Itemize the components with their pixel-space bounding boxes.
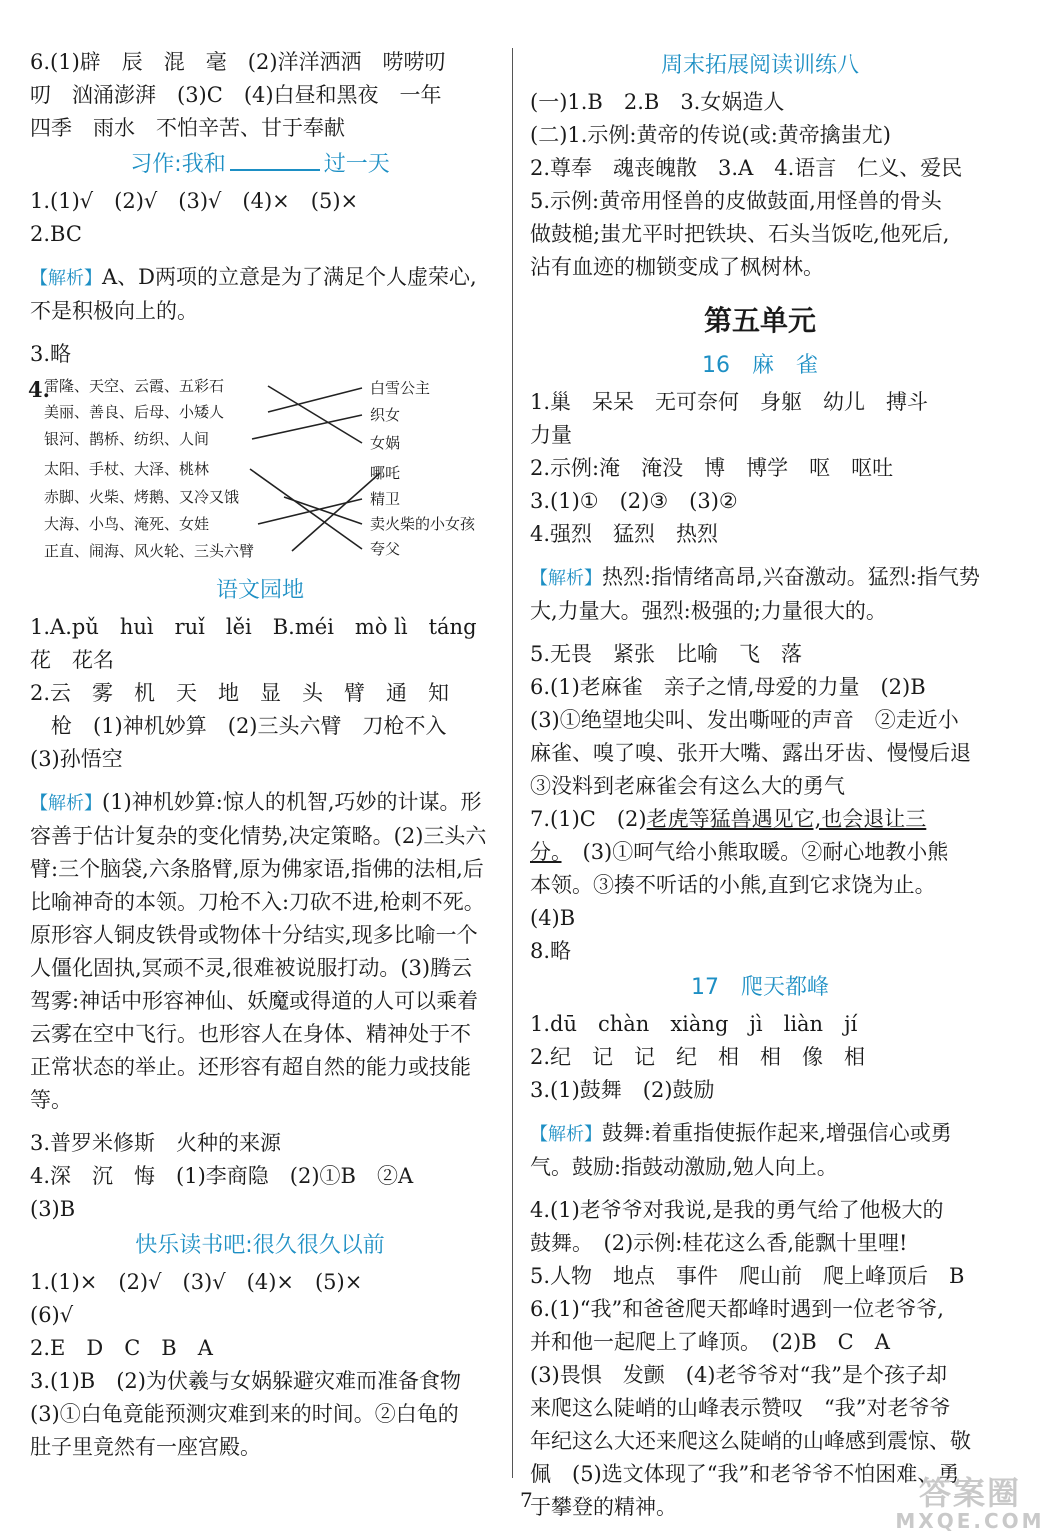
unit-title: 第五单元 [703,304,816,337]
question-number: 4. [28,377,50,402]
analysis-tag: 【解析】 [530,568,602,589]
text-line: (3)①白龟竟能预测灾难到来的时间。②白龟的 [30,1402,459,1426]
match-left-item: 银河、鹊桥、纺织、人间 [44,430,210,448]
section-title-weekend-reading: 周末拓展阅读训练八 [660,53,859,78]
text-line: 并和他一起爬上了峰顶。 (2)B C A [530,1330,890,1354]
match-left-item: 太阳、手杖、大泽、桃林 [44,460,210,478]
section-title-chinese-garden: 语文园地 [215,578,304,603]
match-left-item: 大海、小鸟、淹死、女娃 [44,515,210,533]
lesson-title-17: 17 爬天都峰 [691,975,829,1000]
match-left-item: 赤脚、火柴、烤鹅、又冷又饿 [44,488,240,506]
text-line: 4.(1)老爷爷对我说,是我的勇气给了他极大的 [530,1198,944,1222]
text-line: (3)孙悟空 [30,747,123,771]
text-line: (4)B [530,906,576,930]
text-line: 3.(1)B (2)为伏羲与女娲躲避灾难而准备食物 [30,1369,461,1393]
text-line: 3.略 [30,342,72,366]
text-line: 1.A.pǔ huì ruǐ lěi B.méi mò lì táng [30,615,477,639]
watermark-url: MXQE.COM [895,1509,1045,1533]
match-right-item: 卖火柴的小女孩 [370,515,476,533]
match-right-item: 织女 [370,406,401,424]
analysis-block: 【解析】A、D两项的立意是为了满足个人虚荣心,不是积极向上的。 [30,265,477,323]
text-line: 本领。③揍不听话的小熊,直到它求饶为止。 [530,873,936,897]
match-right-item: 哪吒 [370,464,401,482]
text-line: 3.(1)① (2)③ (3)② [530,489,738,513]
text-line: 3.普罗米修斯 火种的来源 [30,1131,282,1155]
analysis-tag: 【解析】 [30,268,102,289]
text-line: 6.(1)老麻雀 亲子之情,母爱的力量 (2)B [530,675,926,699]
right-column [530,46,990,1524]
text-line: 1.(1)√ (2)√ (3)√ (4)× (5)× [30,189,359,213]
analysis-tag: 【解析】 [30,793,102,814]
underlined-answer: 老虎等猛兽遇见它,也会退让三 [646,807,927,831]
text-line: 鼓舞。 (2)示例:桂花这么香,能飘十里哩! [530,1231,908,1255]
match-right-item: 夸父 [370,540,401,558]
text-line: 6.(1)辟 辰 混 毫 (2)洋洋洒洒 唠唠叨 [30,50,446,74]
text-line: 枪 (1)神机妙算 (2)三头六臂 刀枪不入 [30,714,447,738]
analysis-block: 【解析】鼓舞:着重指使振作起来,增强信心或勇气。鼓励:指鼓动激励,勉人向上。 [530,1121,952,1179]
text-line: 4.深 沉 悔 (1)李商隐 (2)①B ②A [30,1164,414,1188]
text-line: 力量 [530,423,572,447]
text-line: 四季 雨水 不怕辛苦、甘于奉献 [30,116,345,140]
text-line: 佩 (5)选文体现了“我”和老爷爷不怕困难、勇 [530,1462,960,1486]
text-line: 1.巢 呆呆 无可奈何 身躯 幼儿 搏斗 [530,390,929,414]
matching-exercise [30,375,490,571]
match-left-item: 美丽、善良、后母、小矮人 [44,403,225,421]
text-line: 4.强烈 猛烈 热烈 [530,522,719,546]
text-line: 7.(1)C (2)老虎等猛兽遇见它,也会退让三 [530,807,927,831]
text-line: (二)1.示例:黄帝的传说(或:黄帝擒蚩尤) [530,123,891,147]
page-number: 7 [520,1488,533,1512]
text-line: 5.无畏 紧张 比喻 飞 落 [530,642,803,666]
text-line: 花 花名 [30,648,114,672]
analysis-block: 【解析】(1)神机妙算:惊人的机智,巧妙的计谋。形容善于估计复杂的变化情势,决定策略。(2)三头六臂:三个脑袋,六条胳臂,原为佛家语,指佛的法相,后比喻神奇的本领。刀枪不入:刀砍不进,枪刺不死。原形容人铜皮铁骨或物体十分结实,现多比喻一个人僵化固执,冥顽不灵,很难被说服打动。(3)腾云驾雾:神话中形容神仙、妖魔或得道的人可以乘着云雾在空中飞行。也形容人在身体、精神处于不正常状态的举止。还形容有超自然的能力或技能等。 [30,790,487,1112]
text-line: 做鼓槌;蚩尤平时把铁块、石头当饭吃,他死后, [530,222,950,246]
text-line: 1.(1)× (2)√ (3)√ (4)× (5)× [30,1270,363,1294]
text-line: 5.人物 地点 事件 爬山前 爬上峰顶后 B [530,1264,965,1288]
text-line: 6.(1)“我”和爸爸爬天都峰时遇到一位老爷爷, [530,1297,944,1321]
text-line: 于攀登的精神。 [530,1495,677,1519]
fill-blank [230,151,320,171]
text-line: 1.dū chàn xiàng jì liàn jí [530,1012,858,1036]
text-line: ③没料到老麻雀会有这么大的勇气 [530,774,845,798]
text-line: (一)1.B 2.B 3.女娲造人 [530,90,785,114]
match-left-item: 正直、闹海、风火轮、三头六臂 [44,542,255,560]
underlined-answer: 分。 [530,840,562,864]
text-line: 分。 (3)①呵气给小熊取暖。②耐心地教小熊 [530,840,949,864]
watermark-text: 答案圈 [918,1474,1021,1512]
text-line: 3.(1)鼓舞 (2)鼓励 [530,1078,715,1102]
match-right-item: 精卫 [370,490,401,508]
text-line: 2.E D C B A [30,1336,213,1360]
text-line: 2.BC [30,222,82,246]
section-title-reading: 快乐读书吧:很久很久以前 [135,1233,385,1258]
column-divider [512,48,513,1478]
match-right-item: 女娲 [370,434,401,452]
section-title-composition: 习作:我和 过一天 [130,152,390,177]
text-line: 沾有血迹的枷锁变成了枫树林。 [530,255,824,279]
text-line: 5.示例:黄帝用怪兽的皮做鼓面,用怪兽的骨头 [530,189,942,213]
text-line: (3)畏惧 发颤 (4)老爷爷对“我”是个孩子却 [530,1363,947,1387]
match-left-item: 雷隆、天空、云霞、五彩石 [44,377,225,395]
text-line: (3)①绝望地尖叫、发出嘶哑的声音 ②走近小 [530,708,959,732]
text-line: 2.纪 记 记 纪 相 相 像 相 [530,1045,866,1069]
analysis-block: 【解析】热烈:指情绪高昂,兴奋激动。猛烈:指气势大,力量大。强烈:极强的;力量很大的。 [530,565,980,623]
text-line: 叨 汹涌澎湃 (3)C (4)白昼和黑夜 一年 [30,83,442,107]
match-right-item: 白雪公主 [370,379,431,397]
text-line: (3)B [30,1197,76,1221]
lesson-title-16: 16 麻 雀 [702,353,818,378]
text-line: 2.云 雾 机 天 地 显 头 臂 通 知 [30,681,450,705]
text-line: 2.尊奉 魂丧魄散 3.A 4.语言 仁义、爱民 [530,156,963,180]
text-line: 8.略 [530,939,572,963]
analysis-tag: 【解析】 [530,1124,602,1145]
watermark-logo [885,1476,1055,1536]
text-line: 来爬这么陡峭的山峰表示赞叹 “我”对老爷爷 [530,1396,951,1420]
text-line: 肚子里竟然有一座宫殿。 [30,1435,261,1459]
text-line: 年纪这么大还来爬这么陡峭的山峰感到震惊、敬 [530,1429,971,1453]
text-line: 麻雀、嗅了嗅、张开大嘴、露出牙齿、慢慢后退 [530,741,971,765]
text-line: (6)√ [30,1303,74,1327]
text-line: 2.示例:淹 淹没 博 博学 呕 呕吐 [530,456,894,480]
left-column [30,46,490,1464]
